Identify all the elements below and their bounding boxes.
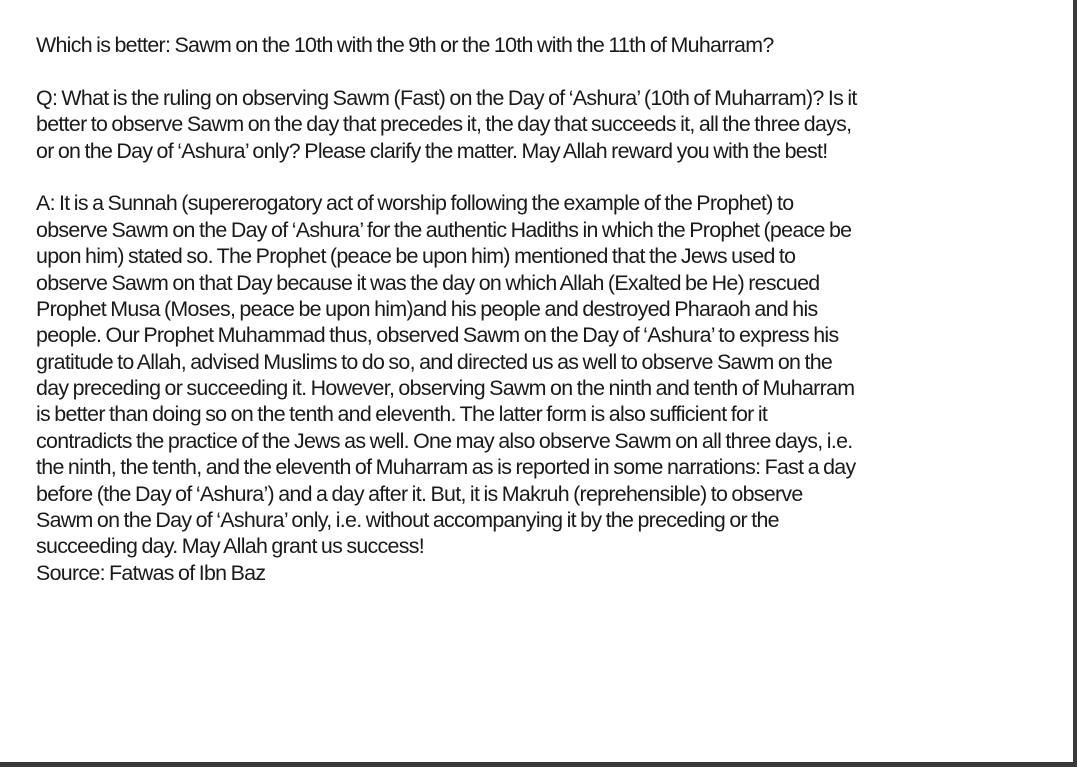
question-line: or on the Day of ‘Ashura’ only? Please clarify the matter. May Allah reward you with the best! bbox=[36, 138, 828, 163]
answer-line: succeeding day. May Allah grant us success! bbox=[36, 534, 424, 559]
answer-line: the ninth, the tenth, and the eleventh of Muharram as is reported in some narrations: Fast a day bbox=[36, 455, 856, 480]
answer-line: day preceding or succeeding it. However, observing Sawm on the ninth and tenth of Muharram bbox=[36, 376, 855, 401]
fatwa-text bbox=[36, 32, 1046, 586]
answer-line: upon him) stated so. The Prophet (peace be upon him) mentioned that the Jews used to bbox=[36, 244, 796, 269]
answer-line: Prophet Musa (Moses, peace be upon him)and his people and destroyed Pharaoh and his bbox=[36, 296, 818, 321]
question-line: Q: What is the ruling on observing Sawm (Fast) on the Day of ‘Ashura’ (10th of Muharram)? Is it bbox=[36, 85, 857, 110]
question-paragraph bbox=[36, 85, 1046, 164]
answer-paragraph bbox=[36, 190, 1046, 559]
answer-line: is better than doing so on the tenth and eleventh. The latter form is also sufficient for it bbox=[36, 402, 768, 427]
paragraph-spacer bbox=[36, 58, 1046, 84]
answer-line: A: It is a Sunnah (supererogatory act of worship following the example of the Prophet) to bbox=[36, 191, 794, 216]
answer-line: contradicts the practice of the Jews as well. One may also observe Sawm on all three days, i.e. bbox=[36, 428, 853, 453]
document-title: Which is better: Sawm on the 10th with the 9th or the 10th with the 11th of Muharram? bbox=[36, 33, 774, 57]
answer-line: gratitude to Allah, advised Muslims to do so, and directed us as well to observe Sawm on the bbox=[36, 349, 833, 374]
question-line: better to observe Sawm on the day that precedes it, the day that succeeds it, all the three days, bbox=[36, 112, 852, 137]
answer-line: observe Sawm on that Day because it was the day on which Allah (Exalted be He) rescued bbox=[36, 270, 820, 295]
answer-line: Sawm on the Day of ‘Ashura’ only, i.e. without accompanying it by the preceding or the bbox=[36, 508, 779, 533]
source-citation: Source: Fatwas of Ibn Baz bbox=[36, 560, 266, 585]
answer-line: people. Our Prophet Muhammad thus, observed Sawm on the Day of ‘Ashura’ to express his bbox=[36, 323, 839, 348]
paragraph-spacer bbox=[36, 164, 1046, 190]
answer-line: before (the Day of ‘Ashura’) and a day after it. But, it is Makruh (reprehensible) to observe bbox=[36, 481, 803, 506]
answer-line: observe Sawm on the Day of ‘Ashura’ for the authentic Hadiths in which the Prophet (peace be bbox=[36, 217, 852, 242]
